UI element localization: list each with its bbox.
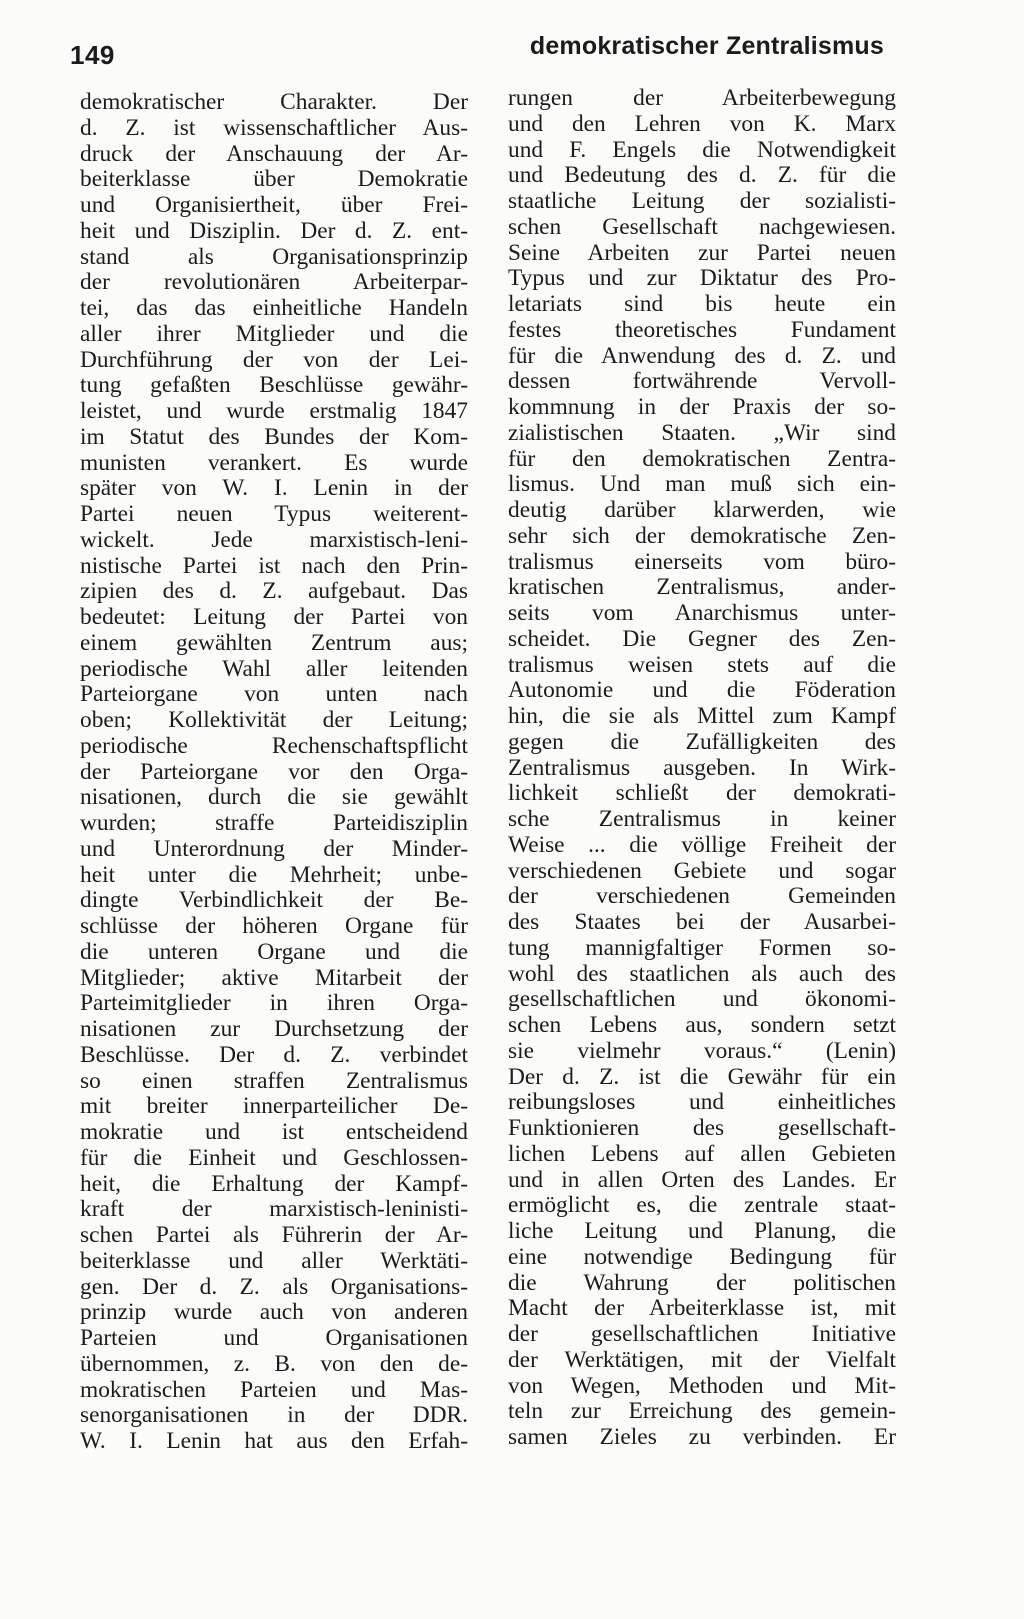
text-line: Macht der Arbeiterklasse ist, mit (508, 1296, 896, 1322)
text-line: und in allen Orten des Landes. Er (508, 1167, 896, 1193)
text-line: eine notwendige Bedingung für (508, 1244, 896, 1270)
text-line: Typus und zur Diktatur des Pro- (508, 266, 896, 292)
text-line: für die Anwendung des d. Z. und (508, 343, 896, 369)
text-line: Durchführung der von der Lei- (80, 347, 468, 373)
text-line: und Bedeutung des d. Z. für die (508, 163, 896, 189)
text-line: aller ihrer Mitglieder und die (80, 321, 468, 347)
text-column-right (508, 86, 896, 1451)
text-line: stand als Organisationsprinzip (80, 244, 468, 270)
text-line: liche Leitung und Planung, die (508, 1219, 896, 1244)
text-line: letariats sind bis heute ein (508, 292, 896, 317)
text-line: Parteimitglieder in ihren Orga- (80, 991, 468, 1017)
text-line: und den Lehren von K. Marx (508, 111, 896, 137)
text-line: verschiedenen Gebiete und sogar (508, 858, 896, 884)
text-line: teln zur Erreichung des gemein- (508, 1399, 896, 1425)
text-line: tei, das das einheitliche Handeln (80, 296, 468, 321)
text-line: schen Lebens aus, sondern setzt (508, 1013, 896, 1038)
text-line: wohl des staatlichen als auch des (508, 961, 896, 987)
text-line: einem gewählten Zentrum aus; (80, 630, 468, 656)
text-line: nisationen, durch die sie gewählt (80, 785, 468, 811)
text-line: gesellschaftlichen und ökonomi- (508, 987, 896, 1013)
text-line: bedeutet: Leitung der Partei von (80, 605, 468, 630)
text-line: dessen fortwährende Vervoll- (508, 369, 896, 395)
text-line: W. I. Lenin hat aus den Erfah- (80, 1429, 468, 1454)
text-line: heit, die Erhaltung der Kampf- (80, 1171, 468, 1197)
text-line: Seine Arbeiten zur Partei neuen (508, 240, 896, 266)
running-head: demokratischer Zentralismus (529, 32, 884, 60)
text-line: lichkeit schließt der demokrati- (508, 781, 896, 807)
text-line: sehr sich der demokratische Zen- (508, 523, 896, 549)
text-line: staatliche Leitung der sozialisti- (508, 189, 896, 214)
text-line: sie vielmehr voraus.“ (Lenin) (508, 1038, 896, 1064)
text-line: gegen die Zufälligkeiten des (508, 729, 896, 755)
text-line: Weise ... die völlige Freiheit der (508, 832, 896, 858)
text-line: wurden; straffe Parteidisziplin (80, 811, 468, 836)
text-line: Mitglieder; aktive Mitarbeit der (80, 965, 468, 991)
text-line: der gesellschaftlichen Initiative (508, 1322, 896, 1347)
text-line: tralismus weisen stets auf die (508, 652, 896, 678)
text-line: sche Zentralismus in keiner (508, 807, 896, 832)
text-line: hin, die sie als Mittel zum Kampf (508, 704, 896, 729)
text-line: Parteien und Organisationen (80, 1326, 468, 1351)
text-line: kratischen Zentralismus, ander- (508, 575, 896, 601)
text-line: schlüsse der höheren Organe für (80, 914, 468, 939)
text-line: Funktionieren des gesellschaft- (508, 1116, 896, 1141)
text-line: Der d. Z. ist die Gewähr für ein (508, 1064, 896, 1090)
page-number: 149 (70, 40, 115, 70)
text-line: so einen straffen Zentralismus (80, 1068, 468, 1094)
text-line: d. Z. ist wissenschaftlicher Aus- (80, 115, 468, 141)
text-line: prinzip wurde auch von anderen (80, 1300, 468, 1326)
text-line: von Wegen, Methoden und Mit- (508, 1373, 896, 1399)
text-line: heit unter die Mehrheit; unbe- (80, 862, 468, 888)
text-line: senorganisationen in der DDR. (80, 1403, 468, 1429)
text-line: des Staates bei der Ausarbei- (508, 910, 896, 935)
text-line: Beschlüsse. Der d. Z. verbindet (80, 1042, 468, 1068)
text-line: periodische Rechenschaftspflicht (80, 733, 468, 759)
text-line: tung gefaßten Beschlüsse gewähr- (80, 373, 468, 399)
text-line: kommnung in der Praxis der so- (508, 395, 896, 420)
text-line: und F. Engels die Notwendigkeit (508, 137, 896, 163)
text-line: später von W. I. Lenin in der (80, 476, 468, 502)
text-line: und Unterordnung der Minder- (80, 836, 468, 862)
text-line: für den demokratischen Zentra- (508, 446, 896, 472)
text-line: festes theoretisches Fundament (508, 317, 896, 343)
text-line: Parteiorgane von unten nach (80, 682, 468, 708)
text-line: periodische Wahl aller leitenden (80, 656, 468, 682)
text-line: reibungsloses und einheitliches (508, 1090, 896, 1116)
text-line: dingte Verbindlichkeit der Be- (80, 888, 468, 914)
text-line: tralismus einerseits vom büro- (508, 549, 896, 575)
text-line: wickelt. Jede marxistisch-leni- (80, 527, 468, 553)
text-line: scheidet. Die Gegner des Zen- (508, 626, 896, 652)
text-line: rungen der Arbeiterbewegung (508, 86, 896, 111)
text-line: seits vom Anarchismus unter- (508, 601, 896, 626)
text-line: heit und Disziplin. Der d. Z. ent- (80, 218, 468, 244)
text-line: nistische Partei ist nach den Prin- (80, 553, 468, 579)
text-line: schen Gesellschaft nachgewiesen. (508, 214, 896, 240)
text-line: demokratischer Charakter. Der (80, 90, 468, 115)
text-line: der verschiedenen Gemeinden (508, 884, 896, 910)
text-line: mit breiter innerparteilicher De- (80, 1094, 468, 1120)
text-line: deutig darüber klarwerden, wie (508, 498, 896, 523)
text-line: Autonomie und die Föderation (508, 678, 896, 704)
text-line: oben; Kollektivität der Leitung; (80, 708, 468, 733)
text-line: zialistischen Staaten. „Wir sind (508, 420, 896, 446)
text-line: munisten verankert. Es wurde (80, 450, 468, 476)
text-line: schen Partei als Führerin der Ar- (80, 1223, 468, 1248)
text-line: übernommen, z. B. von den de- (80, 1351, 468, 1377)
text-line: der Werktätigen, mit der Vielfalt (508, 1347, 896, 1373)
text-line: der revolutionären Arbeiterpar- (80, 270, 468, 296)
text-line: die unteren Organe und die (80, 939, 468, 965)
text-line: nisationen zur Durchsetzung der (80, 1017, 468, 1042)
text-line: leistet, und wurde erstmalig 1847 (80, 399, 468, 424)
text-line: ermöglicht es, die zentrale staat- (508, 1193, 896, 1219)
text-line: zipien des d. Z. aufgebaut. Das (80, 579, 468, 605)
text-line: im Statut des Bundes der Kom- (80, 424, 468, 450)
text-line: lichen Lebens auf allen Gebieten (508, 1141, 896, 1167)
text-line: lismus. Und man muß sich ein- (508, 472, 896, 498)
text-line: und Organisiertheit, über Frei- (80, 193, 468, 218)
text-line: Zentralismus ausgeben. In Wirk- (508, 755, 896, 781)
text-line: beiterklasse und aller Werktäti- (80, 1248, 468, 1274)
text-line: druck der Anschauung der Ar- (80, 141, 468, 167)
text-line: mokratischen Parteien und Mas- (80, 1377, 468, 1403)
text-line: gen. Der d. Z. als Organisations- (80, 1274, 468, 1300)
text-column-left (80, 90, 468, 1455)
text-line: Partei neuen Typus weiterent- (80, 502, 468, 527)
text-line: kraft der marxistisch-leninisti- (80, 1197, 468, 1223)
text-line: tung mannigfaltiger Formen so- (508, 935, 896, 961)
text-line: der Parteiorgane vor den Orga- (80, 759, 468, 785)
text-line: für die Einheit und Geschlossen- (80, 1145, 468, 1171)
text-line: samen Zieles zu verbinden. Er (508, 1425, 896, 1450)
text-line: die Wahrung der politischen (508, 1270, 896, 1296)
text-line: mokratie und ist entscheidend (80, 1120, 468, 1145)
text-line: beiterklasse über Demokratie (80, 167, 468, 193)
